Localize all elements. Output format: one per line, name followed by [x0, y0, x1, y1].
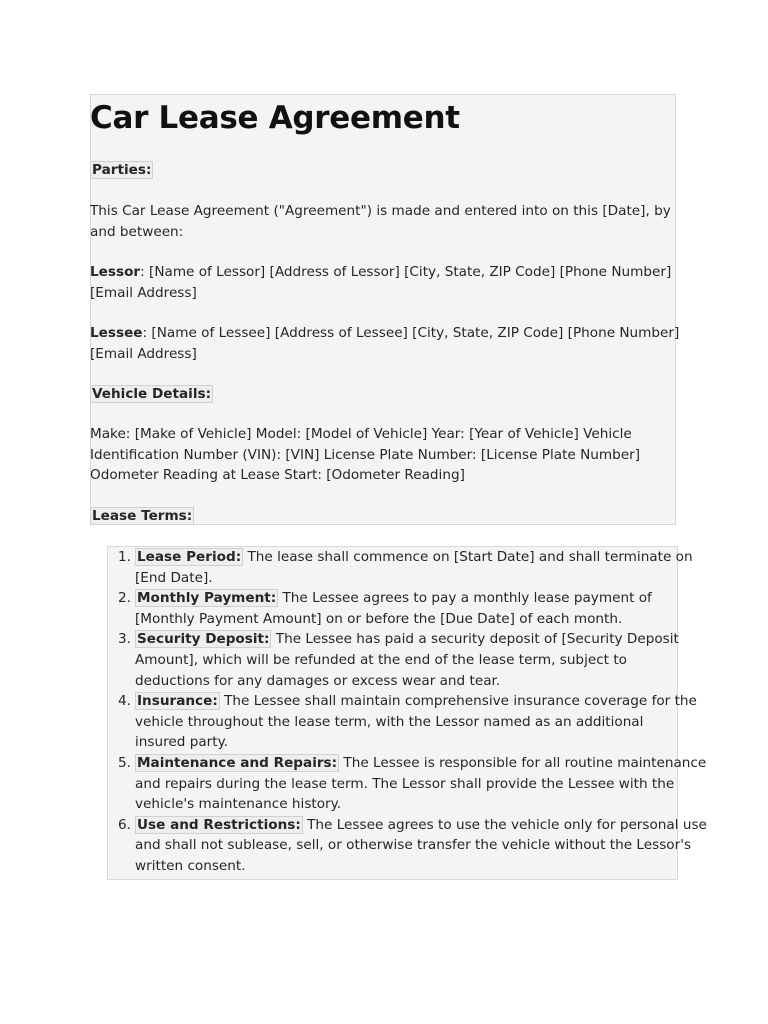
list-item-line: and shall not sublease, sell, or otherwise transfer the vehicle without the Lessor's	[135, 837, 692, 854]
list-item-line: vehicle's maintenance history.	[135, 796, 342, 813]
list-item-label: Use and Restrictions:	[137, 816, 301, 833]
list-item	[107, 588, 707, 629]
list-item-text: The Lessee is responsible for all routine maintenance	[339, 754, 707, 771]
vehicle-line: Make: [Make of Vehicle] Model: [Model of Vehicle] Year: [Year of Vehicle] Vehicle	[90, 426, 632, 442]
list-item-line	[135, 753, 707, 774]
list-item	[107, 753, 707, 815]
lessor-paragraph	[90, 262, 672, 303]
intro-paragraph	[90, 201, 671, 242]
list-item-label: Maintenance and Repairs:	[137, 754, 338, 771]
list-item-line	[135, 691, 707, 712]
lessee-details: : [Name of Lessee] [Address of Lessee] [City, State, ZIP Code] [Phone Number]	[142, 325, 680, 341]
parties-heading	[90, 160, 153, 181]
list-item-number: 4.	[118, 693, 131, 710]
list-item-label: Insurance:	[137, 693, 218, 710]
list-item-number: 3.	[118, 631, 131, 648]
list-item-line: insured party.	[135, 734, 228, 751]
list-item-line: vehicle throughout the lease term, with the Lessor named as an additional	[135, 713, 644, 730]
document-title: Car Lease Agreement	[90, 100, 460, 136]
list-item-line	[135, 547, 707, 568]
list-item-number: 2.	[118, 590, 131, 607]
lessor-label: Lessor	[90, 264, 141, 280]
list-item-text: The Lessee agrees to use the vehicle only for personal use	[302, 816, 707, 833]
lease-terms-list	[107, 547, 707, 877]
vehicle-line: Odometer Reading at Lease Start: [Odometer Reading]	[90, 467, 465, 484]
vehicle-details-heading-label: Vehicle Details:	[92, 386, 212, 402]
vehicle-details-heading	[90, 384, 213, 405]
lessee-paragraph	[90, 323, 680, 364]
list-item-line	[135, 629, 707, 650]
list-item-line: written consent.	[135, 857, 246, 874]
parties-heading-label: Parties:	[92, 162, 152, 178]
list-item-line: deductions for any damages or excess wear and tear.	[135, 672, 501, 689]
list-item-line	[135, 815, 707, 836]
list-item-line: Amount], which will be refunded at the end of the lease term, subject to	[135, 651, 627, 668]
list-item-text: The Lessee has paid a security deposit of [Security Deposit	[271, 631, 679, 648]
lessor-details: : [Name of Lessor] [Address of Lessor] [City, State, ZIP Code] [Phone Number]	[140, 264, 672, 280]
list-item	[107, 547, 707, 588]
vehicle-details-paragraph	[90, 424, 664, 486]
list-item-text: The Lessee agrees to pay a monthly lease payment of	[278, 590, 652, 607]
list-item	[107, 629, 707, 691]
list-item-line: and repairs during the lease term. The Lessor shall provide the Lessee with the	[135, 775, 675, 792]
lessee-line: [Email Address]	[90, 345, 197, 362]
lessee-line	[90, 323, 680, 344]
lease-terms-heading-label: Lease Terms:	[92, 508, 193, 524]
list-item-line	[135, 588, 707, 609]
list-item-line: [End Date].	[135, 569, 213, 586]
list-item-number: 1.	[118, 549, 131, 565]
list-item-label: Monthly Payment:	[137, 590, 277, 607]
list-item	[107, 691, 707, 753]
lessor-line	[90, 262, 672, 283]
lease-terms-heading	[90, 506, 194, 527]
list-item	[107, 815, 707, 877]
list-item-label: Lease Period:	[137, 549, 242, 565]
list-item-line: [Monthly Payment Amount] on or before the [Due Date] of each month.	[135, 610, 623, 627]
list-item-number: 5.	[118, 754, 131, 771]
list-item-number: 6.	[118, 816, 131, 833]
list-item-text: The Lessee shall maintain comprehensive insurance coverage for the	[219, 693, 697, 710]
list-item-label: Security Deposit:	[137, 631, 270, 648]
intro-line: This Car Lease Agreement ("Agreement") is made and entered into on this [Date], by	[90, 203, 671, 219]
list-item-text: The lease shall commence on [Start Date] and shall terminate on	[243, 549, 693, 565]
lessor-line: [Email Address]	[90, 284, 197, 301]
vehicle-line: Identification Number (VIN): [VIN] License Plate Number: [License Plate Number]	[90, 446, 641, 463]
intro-line: and between:	[90, 223, 184, 240]
lessee-label: Lessee	[90, 325, 143, 341]
